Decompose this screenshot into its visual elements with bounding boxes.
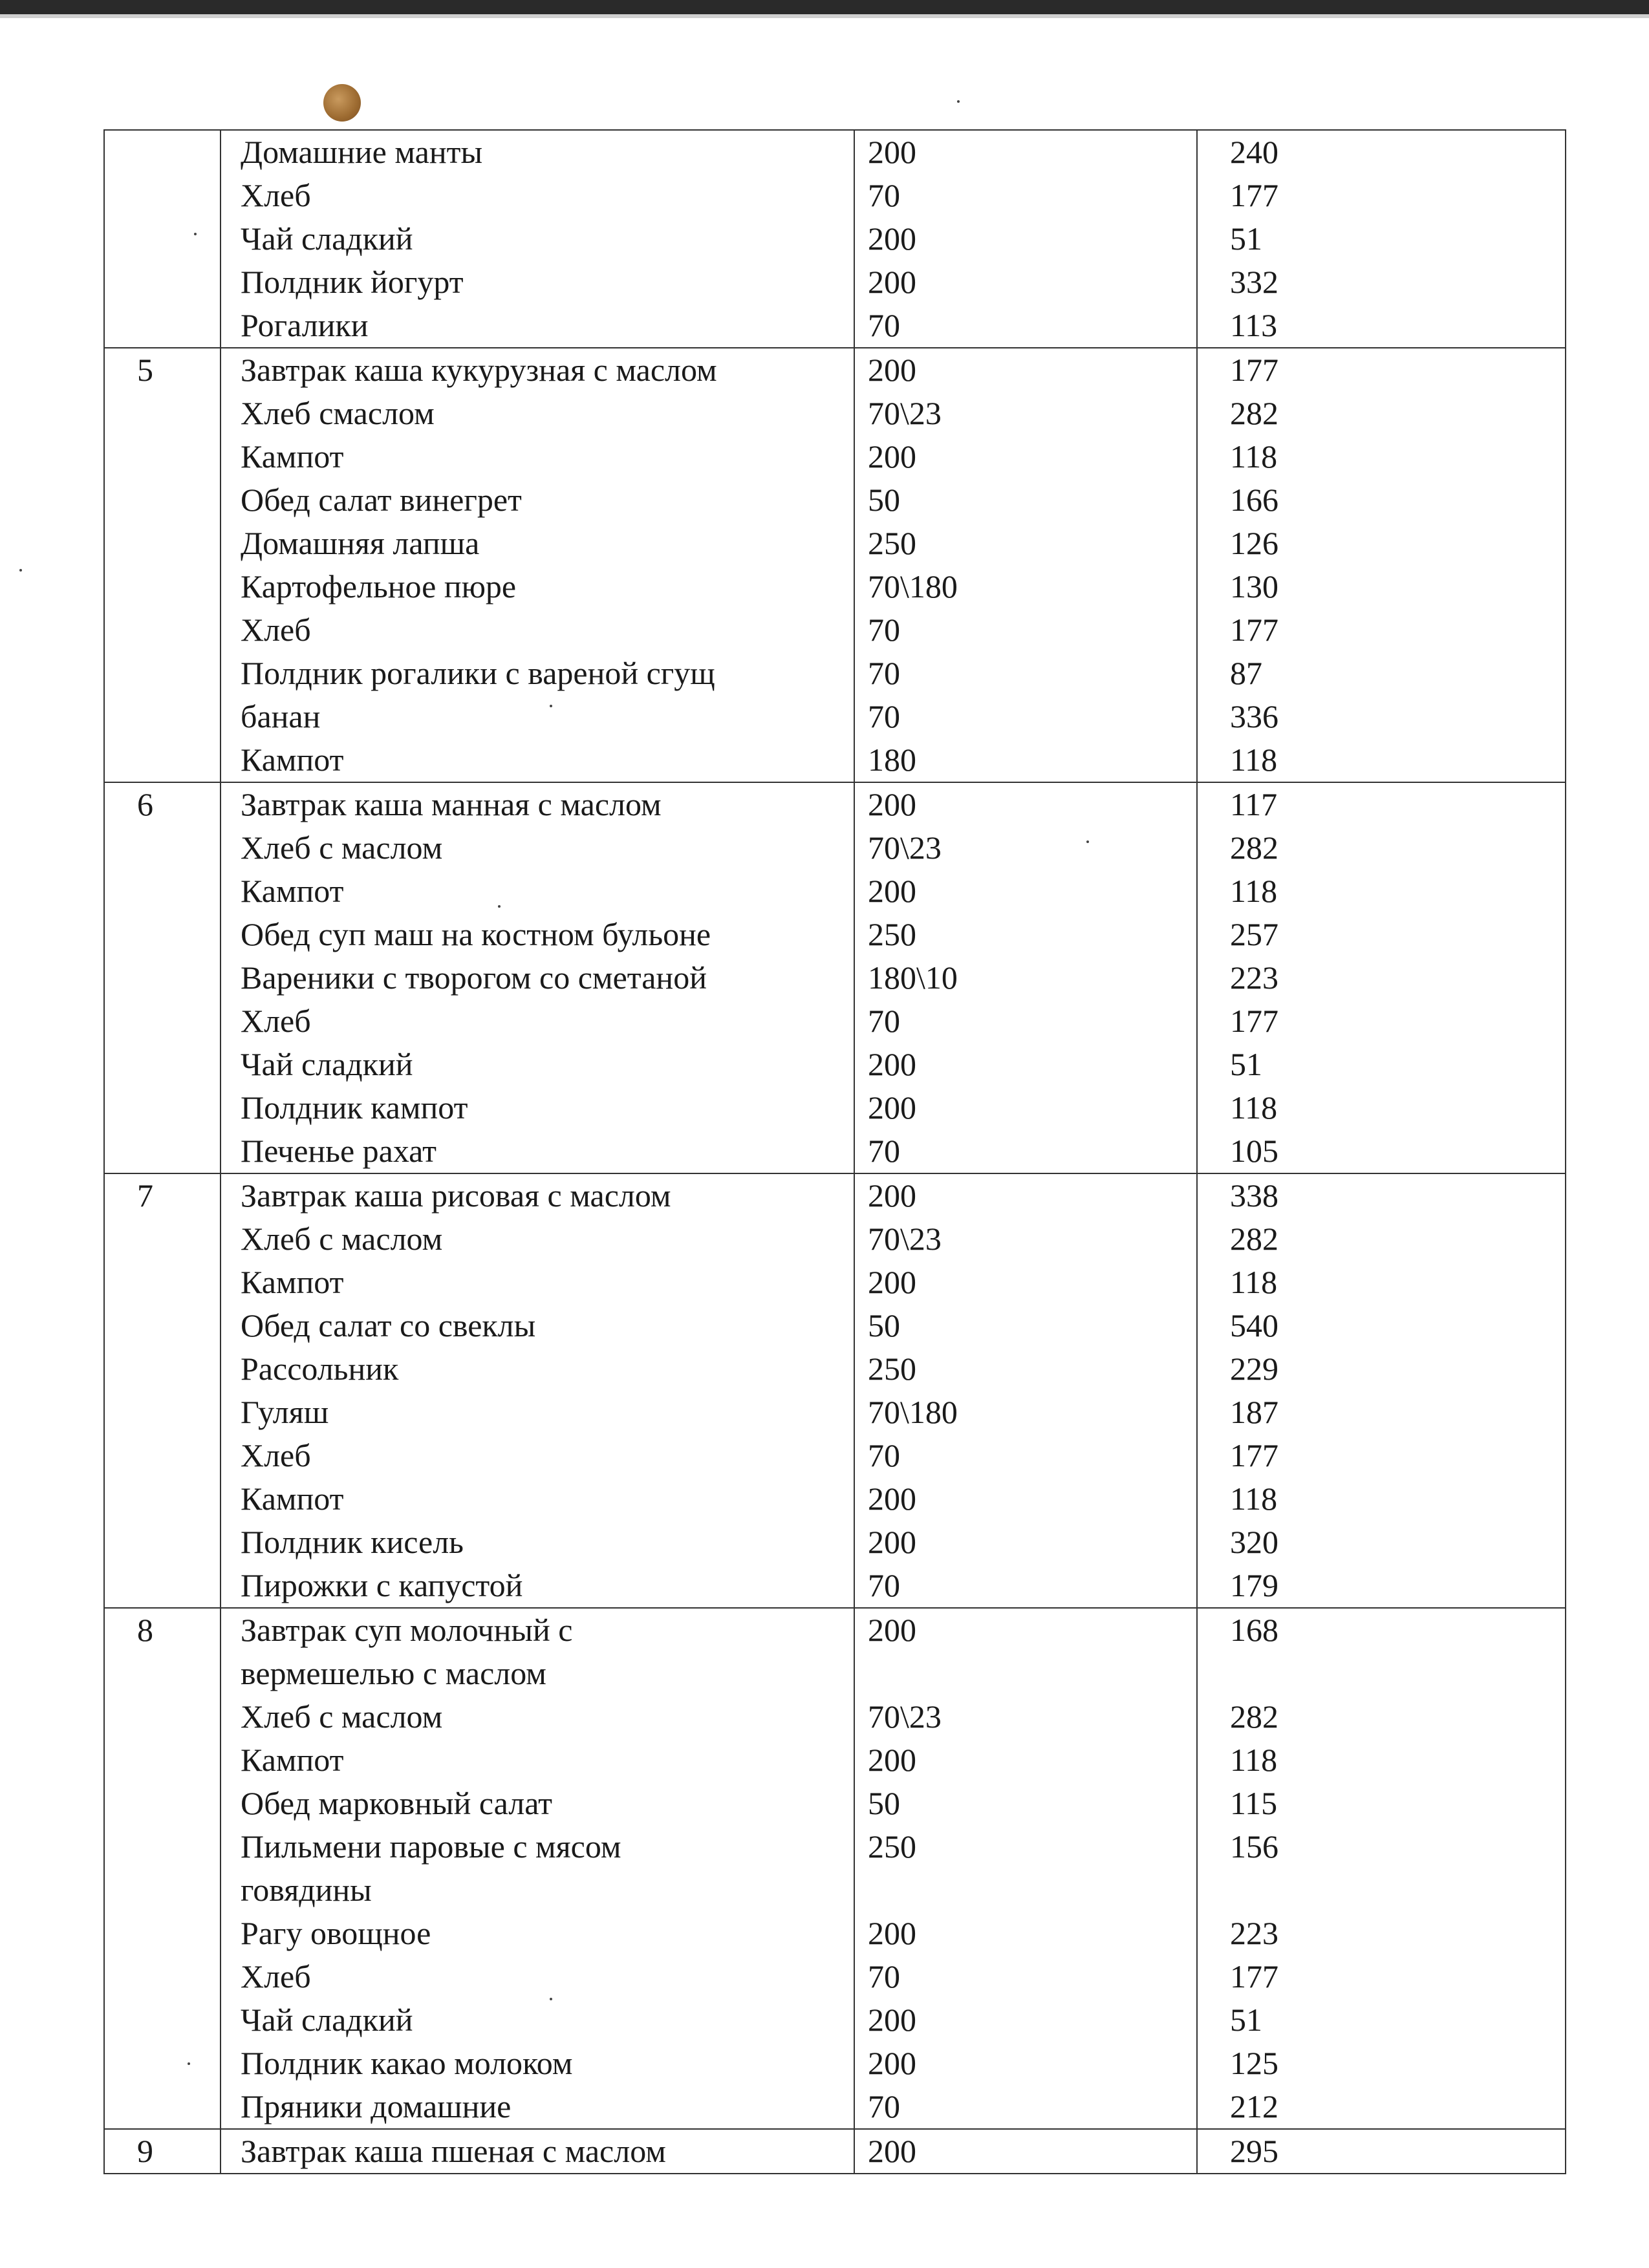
portion-value: 200 (868, 2133, 916, 2169)
dish-name: Домашние манты (241, 134, 483, 170)
portion-cell (854, 348, 1197, 782)
kcal-value (1230, 1868, 1565, 1912)
dish-cell (221, 782, 854, 1173)
dish-cell (221, 2129, 854, 2174)
dish-name: Завтрак каша кукурузная с маслом (241, 352, 717, 388)
portion-value: 70 (868, 1133, 900, 1169)
day-row (104, 1173, 1566, 1608)
portion-value: 70\23 (868, 829, 942, 866)
scan-top-edge (0, 0, 1649, 14)
portion-value: 70 (868, 2088, 900, 2124)
day-row (104, 130, 1566, 348)
portion-value: 70\180 (868, 1394, 958, 1430)
kcal-value: 177 (1230, 612, 1278, 648)
portion-value: 200 (868, 2002, 916, 2038)
paper-stain (323, 84, 361, 122)
dish-name: Хлеб с маслом (241, 1221, 443, 1257)
kcal-value: 229 (1230, 1351, 1278, 1387)
dish-name: Хлеб (241, 1003, 311, 1039)
dish-name: Гуляш (241, 1394, 329, 1430)
dish-name: Пряники домашние (241, 2088, 512, 2124)
dish-name: Обед салат винегрет (241, 482, 522, 518)
portion-value: 50 (868, 482, 900, 518)
portion-value: 180 (868, 742, 916, 778)
kcal-cell (1197, 1608, 1566, 2129)
day-number-cell (104, 2129, 221, 2174)
dish-name: Вареники с творогом со сметаной (241, 959, 707, 996)
kcal-value: 223 (1230, 1915, 1278, 1951)
portion-value: 250 (868, 916, 916, 952)
portion-value: 200 (868, 264, 916, 300)
portion-value: 250 (868, 1828, 916, 1865)
day-number-cell (104, 1608, 221, 2129)
portion-value: 200 (868, 1046, 916, 1082)
kcal-value: 168 (1230, 1612, 1278, 1648)
dish-name: Кампот (241, 873, 344, 909)
portion-value: 70 (868, 698, 900, 734)
portion-value: 50 (868, 1785, 900, 1821)
kcal-value: 117 (1230, 786, 1278, 822)
dish-name: Кампот (241, 1481, 344, 1517)
portion-value: 180\10 (868, 959, 958, 996)
kcal-value: 51 (1230, 2002, 1262, 2038)
kcal-value: 118 (1230, 742, 1278, 778)
portion-value: 70\23 (868, 1221, 942, 1257)
kcal-value: 177 (1230, 1958, 1278, 1995)
kcal-value: 336 (1230, 698, 1278, 734)
day-number: 6 (137, 786, 153, 822)
kcal-value: 282 (1230, 395, 1278, 431)
kcal-value: 282 (1230, 1698, 1278, 1735)
dish-name: Обед салат со свеклы (241, 1307, 536, 1343)
dish-name: Полдник рогалики с вареной сгущ (241, 655, 715, 691)
dish-cell (221, 1173, 854, 1608)
portion-value: 70 (868, 1437, 900, 1473)
kcal-value: 540 (1230, 1307, 1278, 1343)
dish-name: Картофельное пюре (241, 568, 517, 604)
dish-name: Завтрак суп молочный с (241, 1612, 573, 1648)
portion-value: 200 (868, 1524, 916, 1560)
portion-value: 250 (868, 525, 916, 561)
day-number-cell (104, 130, 221, 348)
kcal-value: 240 (1230, 134, 1278, 170)
portion-value: 70 (868, 612, 900, 648)
day-row (104, 348, 1566, 782)
portion-value (868, 1652, 1196, 1695)
kcal-value: 212 (1230, 2088, 1278, 2124)
portion-value: 70\23 (868, 395, 942, 431)
dish-cell (221, 130, 854, 348)
kcal-cell (1197, 1173, 1566, 1608)
portion-value: 70\180 (868, 568, 958, 604)
portion-value: 200 (868, 352, 916, 388)
dish-name: банан (241, 698, 321, 734)
dish-name: Рогалики (241, 307, 369, 343)
dish-name: Хлеб с маслом (241, 829, 443, 866)
kcal-value: 257 (1230, 916, 1278, 952)
portion-value: 200 (868, 1742, 916, 1778)
kcal-value: 125 (1230, 2045, 1278, 2081)
portion-cell (854, 1173, 1197, 1608)
dish-name: Кампот (241, 1742, 344, 1778)
kcal-value: 118 (1230, 873, 1278, 909)
dish-name: вермешелью с маслом (241, 1655, 546, 1691)
kcal-value: 113 (1230, 307, 1278, 343)
portion-value: 70 (868, 307, 900, 343)
portion-value: 200 (868, 220, 916, 257)
day-number: 7 (137, 1177, 153, 1214)
dish-name: Хлеб (241, 1437, 311, 1473)
dish-name: Рагу овощное (241, 1915, 431, 1951)
scan-speck (957, 100, 960, 103)
portion-value: 70 (868, 1003, 900, 1039)
day-number: 5 (137, 352, 153, 388)
kcal-value: 187 (1230, 1394, 1278, 1430)
kcal-value: 338 (1230, 1177, 1278, 1214)
kcal-value: 223 (1230, 959, 1278, 996)
day-row (104, 2129, 1566, 2174)
dish-name: Пирожки с капустой (241, 1567, 523, 1603)
dish-name: Полдник кисель (241, 1524, 464, 1560)
kcal-value: 87 (1230, 655, 1262, 691)
kcal-value (1230, 1652, 1565, 1695)
kcal-value: 282 (1230, 1221, 1278, 1257)
kcal-cell (1197, 2129, 1566, 2174)
dish-name: Хлеб (241, 177, 311, 213)
dish-name: Обед суп маш на костном бульоне (241, 916, 711, 952)
portion-cell (854, 2129, 1197, 2174)
dish-name: Хлеб с маслом (241, 1698, 443, 1735)
menu-table (103, 129, 1566, 2174)
portion-value: 70 (868, 1567, 900, 1603)
portion-value (868, 1868, 1196, 1912)
kcal-value: 118 (1230, 1481, 1278, 1517)
dish-name: Домашняя лапша (241, 525, 480, 561)
kcal-value: 295 (1230, 2133, 1278, 2169)
portion-cell (854, 1608, 1197, 2129)
kcal-value: 118 (1230, 438, 1278, 475)
portion-value: 200 (868, 1264, 916, 1300)
day-row (104, 1608, 1566, 2129)
dish-name: Чай сладкий (241, 220, 413, 257)
kcal-value: 282 (1230, 829, 1278, 866)
dish-name: Обед марковный салат (241, 1785, 552, 1821)
day-number-cell (104, 782, 221, 1173)
kcal-value: 118 (1230, 1742, 1278, 1778)
kcal-value: 177 (1230, 1437, 1278, 1473)
dish-name: Завтрак каша манная с маслом (241, 786, 662, 822)
dish-name: говядины (241, 1872, 372, 1908)
day-number: 8 (137, 1612, 153, 1648)
kcal-cell (1197, 348, 1566, 782)
kcal-value: 118 (1230, 1264, 1278, 1300)
kcal-value: 130 (1230, 568, 1278, 604)
kcal-value: 177 (1230, 352, 1278, 388)
kcal-value: 166 (1230, 482, 1278, 518)
day-number (137, 131, 220, 174)
dish-name: Чай сладкий (241, 2002, 413, 2038)
dish-name: Чай сладкий (241, 1046, 413, 1082)
dish-name: Полдник кампот (241, 1089, 468, 1126)
kcal-value: 105 (1230, 1133, 1278, 1169)
portion-value: 200 (868, 134, 916, 170)
kcal-value: 51 (1230, 220, 1262, 257)
kcal-value: 179 (1230, 1567, 1278, 1603)
portion-value: 200 (868, 2045, 916, 2081)
portion-cell (854, 782, 1197, 1173)
dish-name: Пильмени паровые с мясом (241, 1828, 621, 1865)
kcal-value: 126 (1230, 525, 1278, 561)
kcal-cell (1197, 782, 1566, 1173)
dish-name: Полдник йогурт (241, 264, 464, 300)
kcal-value: 177 (1230, 177, 1278, 213)
portion-value: 200 (868, 1915, 916, 1951)
portion-value: 200 (868, 1089, 916, 1126)
portion-value: 200 (868, 873, 916, 909)
portion-value: 200 (868, 786, 916, 822)
portion-value: 200 (868, 438, 916, 475)
dish-name: Печенье рахат (241, 1133, 436, 1169)
day-number: 9 (137, 2133, 153, 2169)
dish-name: Хлеб (241, 1958, 311, 1995)
dish-name: Завтрак каша пшеная с маслом (241, 2133, 666, 2169)
dish-cell (221, 348, 854, 782)
day-number-cell (104, 1173, 221, 1608)
day-number-cell (104, 348, 221, 782)
dish-name: Завтрак каша рисовая с маслом (241, 1177, 671, 1214)
kcal-value: 115 (1230, 1785, 1278, 1821)
scan-top-shadow (0, 14, 1649, 18)
portion-value: 70\23 (868, 1698, 942, 1735)
kcal-cell (1197, 130, 1566, 348)
dish-name: Полдник какао молоком (241, 2045, 573, 2081)
day-row (104, 782, 1566, 1173)
scan-speck (19, 569, 22, 572)
portion-value: 70 (868, 1958, 900, 1995)
dish-name: Кампот (241, 438, 344, 475)
kcal-value: 118 (1230, 1089, 1278, 1126)
kcal-value: 332 (1230, 264, 1278, 300)
kcal-value: 177 (1230, 1003, 1278, 1039)
dish-name: Кампот (241, 1264, 344, 1300)
portion-cell (854, 130, 1197, 348)
menu-table-body (104, 130, 1566, 2174)
kcal-value: 51 (1230, 1046, 1262, 1082)
portion-value: 200 (868, 1481, 916, 1517)
kcal-value: 320 (1230, 1524, 1278, 1560)
portion-value: 200 (868, 1612, 916, 1648)
dish-name: Хлеб (241, 612, 311, 648)
dish-name: Кампот (241, 742, 344, 778)
kcal-value: 156 (1230, 1828, 1278, 1865)
dish-name: Рассольник (241, 1351, 399, 1387)
portion-value: 250 (868, 1351, 916, 1387)
portion-value: 70 (868, 177, 900, 213)
dish-cell (221, 1608, 854, 2129)
portion-value: 50 (868, 1307, 900, 1343)
portion-value: 200 (868, 1177, 916, 1214)
dish-name: Хлеб смаслом (241, 395, 435, 431)
portion-value: 70 (868, 655, 900, 691)
